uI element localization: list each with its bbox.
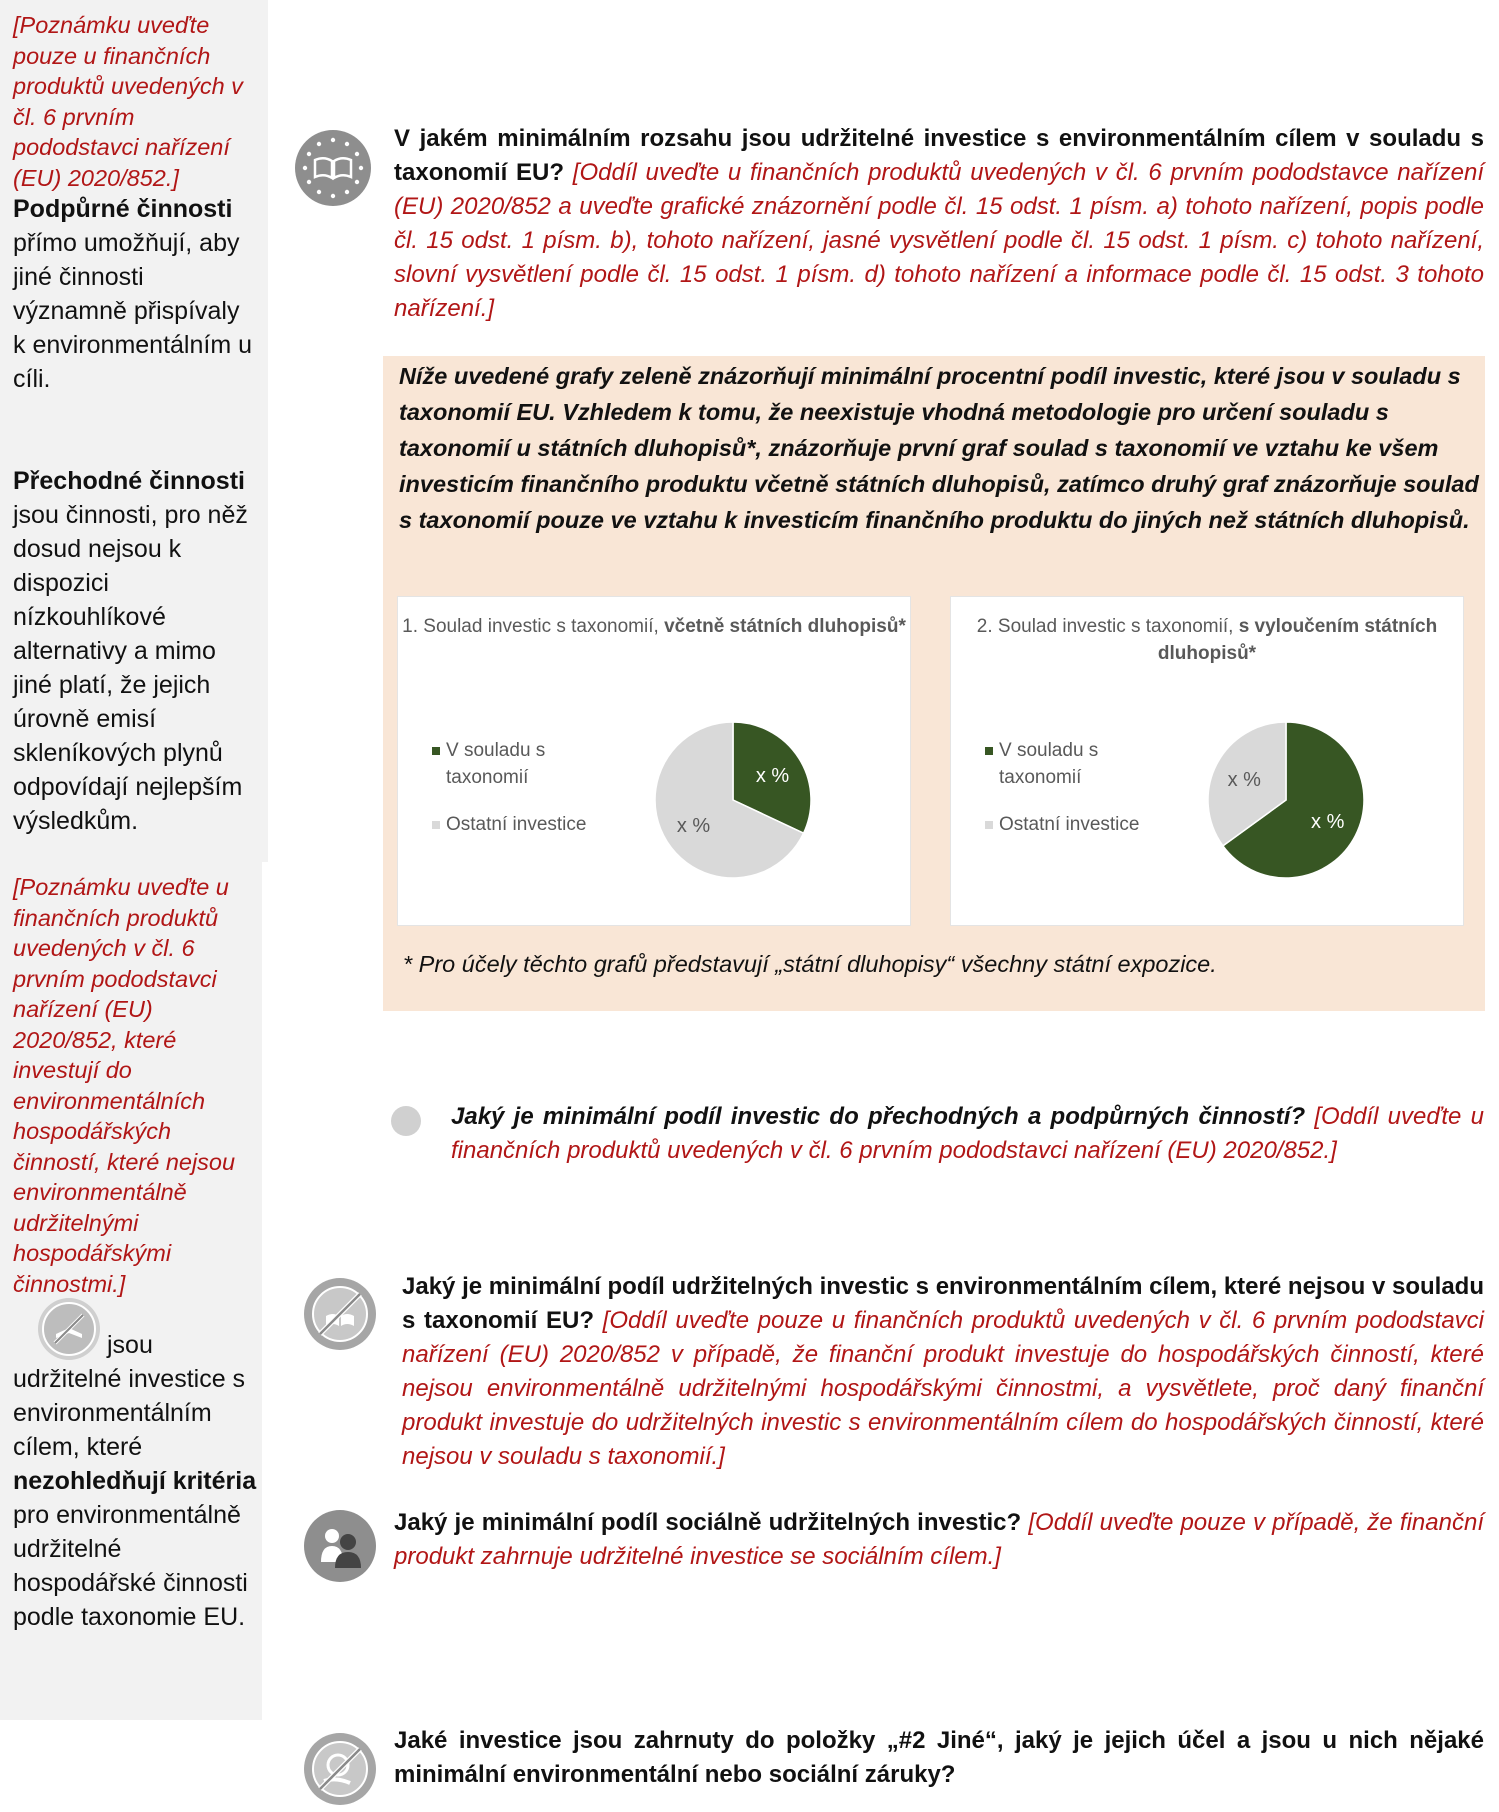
chart1-title-plain: 1. Soulad investic s taxonomií, [402, 616, 659, 637]
chart1-legend-aligned [446, 737, 586, 791]
other-investments-icon [302, 1731, 378, 1807]
q5-block [394, 1724, 1484, 1792]
chart2-label-aligned: x % [1311, 811, 1345, 834]
chart1-label-aligned: x % [755, 764, 790, 787]
q1-instruction: [Oddíl uveďte u finančních produktů uvedených v čl. 6 prvním pododstavce nařízení (EU) 2020/852 a uveďte grafické znázornění podle čl. 15 odst. 1 písm. a) tohoto nařízení, popis podle čl. 15 odst. 1 písm. b), tohoto nařízení, jasné vysvětlení podle čl. 15 odst. 1 písm. c) tohoto nařízení, slovní vysvětlení podle čl. 15 odst. 1 písm. d) tohoto nařízení a informace podle čl. 15 odst. 3 tohoto nařízení.] [394, 159, 1485, 322]
chart-card-2 [950, 596, 1464, 926]
bullet-dot-icon [391, 1106, 421, 1136]
q2-question: Jaký je minimální podíl investic do přechodných a podpůrných činností? [451, 1103, 1306, 1130]
legend-swatch-green [985, 747, 993, 755]
definition-text-1: udržitelné investice s environmentálním cílem, které [13, 1365, 246, 1461]
chart2-legend-other [999, 811, 1199, 838]
sidebar-note-2: [Poznámku uveďte u finančních produktů uvedených v čl. 6 prvním pododstavci nařízení (EU) 2020/852, které investují do environmentálních hospodářských činností, které nejsou environmentálně udržitelnými hospodářskými činnostmi.] [13, 874, 236, 1297]
chart2-legend-aligned [999, 737, 1139, 791]
chart2-title [951, 613, 1463, 667]
q4-question: Jaký je minimální podíl sociálně udržitelných investic? [394, 1509, 1022, 1536]
chart1-legend-other [446, 811, 646, 838]
definition-bold: nezohledňují kritéria [13, 1467, 257, 1495]
chart2-title-plain: 2. Soulad investic s taxonomií, [976, 616, 1234, 637]
chart2-pie [1201, 715, 1371, 885]
chart1-legend-aligned-label: V souladu s taxonomií [446, 740, 546, 788]
sidebar-definition [13, 1328, 258, 1634]
q1-block [394, 122, 1484, 326]
chart2-legend-aligned-label: V souladu s taxonomií [999, 740, 1099, 788]
social-investment-icon [302, 1508, 378, 1584]
eu-taxonomy-icon [295, 130, 371, 206]
q1-question: V jakém minimálním rozsahu jsou udržitelné investice s environmentálním cílem v souladu s taxonomií EU? [394, 125, 1484, 186]
chart1-title [398, 613, 910, 640]
taxonomy-chart-box [383, 356, 1485, 1011]
chart2-legend-other-label: Ostatní investice [999, 814, 1140, 835]
legend-swatch-grey [985, 821, 993, 829]
box-description: Níže uvedené grafy zeleně znázorňují minimální procentní podíl investic, které jsou v souladu s taxonomií EU. Vzhledem k tomu, že neexistuje vhodná metodologie pro určení souladu s taxonomií u státních dluhopisů*, znázorňuje první graf soulad s taxonomií ve vztahu ke všem investicím finančního produktu včetně státních dluhopisů, zatímco druhý graf znázorňuje soulad s taxonomií pouze ve vztahu k investicím finančního produktu do jiných než státních dluhopisů. [399, 363, 1479, 533]
definition-word: jsou [107, 1331, 153, 1359]
definition-text-2: pro environmentálně udržitelné hospodářské činnosti podle taxonomie EU. [13, 1501, 248, 1631]
q2-instruction: [Oddíl uveďte u finančních produktů uvedených v čl. 6 prvním pododstavci nařízení (EU) 2020/852.] [451, 1103, 1484, 1164]
transitional-text: jsou činnosti, pro něž dosud nejsou k dispozici nízkouhlíkové alternativy a mimo jiné platí, že jejich úrovně emisí skleníkových plynů odpovídají nejlepším výsledkům. [13, 501, 248, 835]
q3-block [402, 1270, 1484, 1474]
sidebar-enabling [13, 192, 258, 396]
q3-instruction: [Oddíl uveďte pouze u finančních produktů uvedených v čl. 6 prvním pododstavci nařízení (EU) 2020/852 v případě, že finanční produkt investuje do hospodářských činností, které nejsou environmentálně udržitelnými hospodářskými činnostmi, a vysvětlete, proč daný finanční produkt investuje do udržitelných investic s environmentálním cílem do hospodářských činností, které nejsou v souladu s taxonomií.] [402, 1307, 1484, 1470]
box-footnote: * Pro účely těchto grafů představují „státní dluhopisy“ všechny státní expozice. [403, 951, 1217, 977]
chart1-title-bold: včetně státních dluhopisů* [664, 616, 906, 637]
sidebar-transitional [13, 464, 258, 838]
q3-question: Jaký je minimální podíl udržitelných investic s environmentálním cílem, které nejsou v souladu s taxonomií EU? [402, 1273, 1484, 1334]
chart1-label-other: x % [676, 815, 711, 838]
legend-swatch-grey [432, 821, 440, 829]
q2-block [451, 1100, 1484, 1168]
enabling-text: přímo umožňují, aby jiné činnosti významně přispívaly k environmentálním u cíli. [13, 229, 253, 393]
transitional-title: Přechodné činnosti [13, 467, 245, 495]
not-taxonomy-aligned-large-icon [302, 1276, 378, 1352]
sidebar-note-1: [Poznámku uveďte pouze u finančních produktů uvedených v čl. 6 prvním pododstavci nařízení (EU) 2020/852.] [13, 12, 243, 191]
chart2-label-other: x % [1227, 768, 1261, 791]
q4-block [394, 1506, 1484, 1574]
chart2-title-bold: s vyloučením státních dluhopisů* [1157, 616, 1438, 664]
chart-card-1 [397, 596, 911, 926]
enabling-title: Podpůrné činnosti [13, 195, 233, 223]
q4-instruction: [Oddíl uveďte pouze v případě, že finanční produkt zahrnuje udržitelné investice se sociálním cílem.] [394, 1509, 1484, 1570]
q5-question: Jaké investice jsou zahrnuty do položky „#2 Jiné“, jaký je jejich účel a jsou u nich nějaké minimální environmentální nebo sociální záruky? [394, 1727, 1484, 1788]
chart1-pie [648, 715, 818, 885]
chart1-legend-other-label: Ostatní investice [446, 814, 587, 835]
legend-swatch-green [432, 747, 440, 755]
